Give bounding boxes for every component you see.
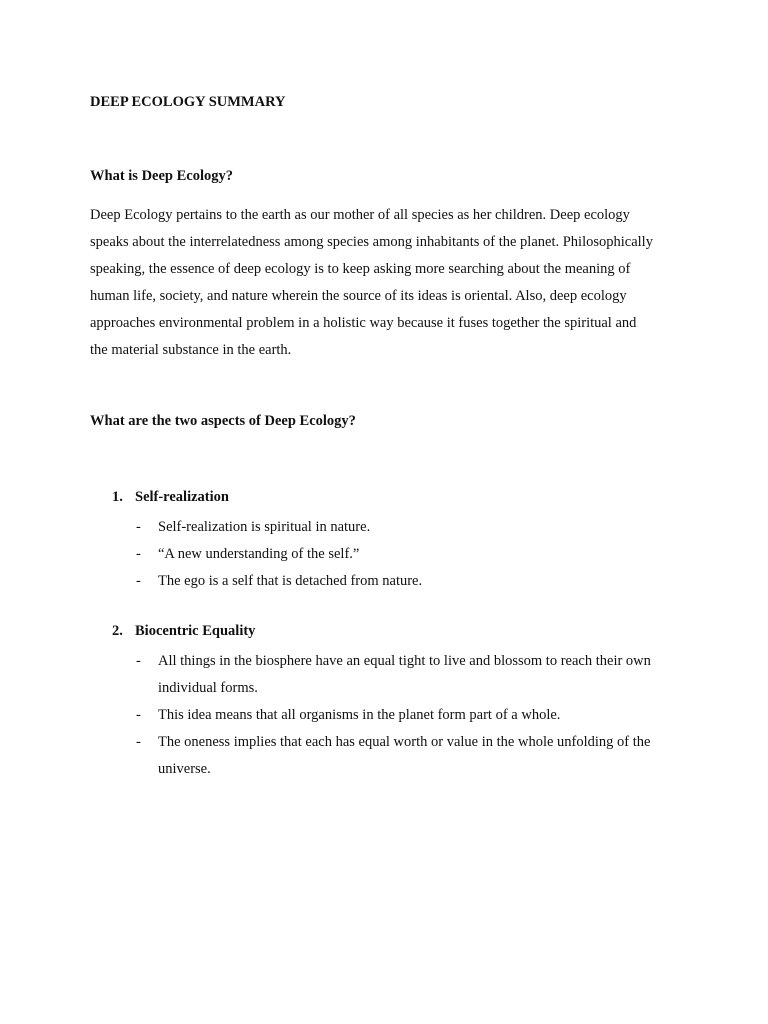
bullet-text	[158, 648, 692, 702]
bullet-line: All things in the biosphere have an equal tight to live and blossom to reach their own	[158, 653, 651, 669]
bullet-line: individual forms.	[158, 680, 258, 696]
bullet-item	[112, 648, 692, 702]
paragraph-line: approaches environmental problem in a holistic way because it fuses together the spiritual and	[90, 315, 637, 331]
bullet-text	[158, 514, 692, 541]
bullet-line: The oneness implies that each has equal worth or value in the whole unfolding of the	[158, 734, 651, 750]
bullet-line: Self-realization is spiritual in nature.	[158, 519, 371, 535]
definition-paragraph	[90, 202, 690, 364]
numbered-item-self-realization	[112, 487, 692, 595]
bullet-text	[158, 702, 692, 729]
bullet-item	[112, 514, 692, 541]
section-heading-what-is: What is Deep Ecology?	[90, 168, 233, 184]
bullet-text	[158, 568, 692, 595]
paragraph-line: human life, society, and nature wherein the source of its ideas is oriental. Also, deep ecology	[90, 288, 627, 304]
bullet-line: The ego is a self that is detached from nature.	[158, 573, 423, 589]
bullet-line: universe.	[158, 761, 211, 777]
item-title-text: Self-realization	[135, 489, 229, 505]
section-heading-two-aspects: What are the two aspects of Deep Ecology?	[90, 413, 356, 429]
paragraph-line: speaking, the essence of deep ecology is to keep asking more searching about the meaning of	[90, 261, 631, 277]
numbered-item-title	[112, 487, 692, 507]
dash-marker: -	[136, 546, 141, 562]
bullet-text	[158, 729, 692, 783]
document-title: DEEP ECOLOGY SUMMARY	[90, 94, 286, 110]
paragraph-line: the material substance in the earth.	[90, 342, 292, 358]
bullet-item	[112, 702, 692, 729]
item-number: 1.	[112, 489, 123, 505]
item-title-text: Biocentric Equality	[135, 623, 256, 639]
bullet-item	[112, 541, 692, 568]
numbered-item-title	[112, 621, 692, 641]
bullet-item	[112, 568, 692, 595]
dash-marker: -	[136, 734, 141, 750]
paragraph-line: speaks about the interrelatedness among species among inhabitants of the planet. Philosophically	[90, 234, 653, 250]
numbered-item-biocentric-equality	[112, 621, 692, 783]
bullet-line: This idea means that all organisms in the planet form part of a whole.	[158, 707, 561, 723]
item-number: 2.	[112, 623, 123, 639]
bullet-line: “A new understanding of the self.”	[158, 546, 360, 562]
paragraph-line: Deep Ecology pertains to the earth as our mother of all species as her children. Deep ecology	[90, 207, 630, 223]
dash-marker: -	[136, 653, 141, 669]
dash-marker: -	[136, 573, 141, 589]
bullet-item	[112, 729, 692, 783]
dash-marker: -	[136, 519, 141, 535]
bullet-text	[158, 541, 692, 568]
bullet-list	[112, 648, 692, 783]
dash-marker: -	[136, 707, 141, 723]
bullet-list	[112, 514, 692, 595]
